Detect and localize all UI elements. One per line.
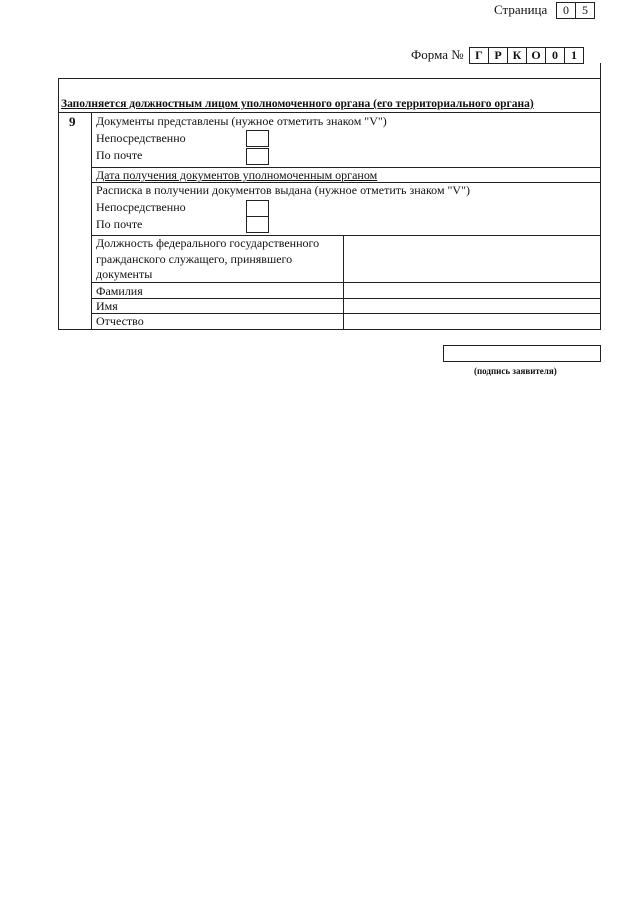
form-label: Форма № (411, 47, 464, 62)
title-bottom-border (58, 112, 601, 113)
date-received-label: Дата получения документов уполномоченным органом (96, 168, 378, 182)
table-left-border (58, 78, 59, 329)
by-mail-label: По почте (96, 148, 143, 162)
table-top-border (58, 78, 601, 79)
submitted-by-mail-checkbox[interactable] (246, 148, 269, 165)
page-digit-2: 5 (576, 3, 595, 18)
table-right-border (600, 78, 601, 329)
receipt-by-mail-checkbox[interactable] (246, 216, 269, 233)
first-name-label: Имя (96, 299, 118, 313)
by-mail-label-2: По почте (96, 217, 143, 231)
form-code-cell-6: 1 (565, 48, 584, 63)
table-bottom-border (58, 329, 601, 330)
number-column-divider (91, 112, 92, 329)
applicant-signature-box[interactable] (443, 345, 601, 362)
page-digit-1: 0 (557, 3, 576, 18)
submitted-directly-checkbox[interactable] (246, 130, 269, 147)
page-label: Страница (494, 2, 548, 17)
section-number: 9 (69, 114, 76, 129)
official-position-label: Должность федерального государственного гражданского служащего, принявшего документы (96, 236, 320, 281)
form-code-cell-2: Р (489, 48, 508, 63)
patronymic-field[interactable] (344, 314, 599, 329)
surname-field[interactable] (344, 283, 599, 298)
directly-label: Непосредственно (96, 131, 186, 145)
page-number-cells (556, 2, 595, 19)
form-code-cell-4: О (527, 48, 546, 63)
form-code-cell-5: 0 (546, 48, 565, 63)
first-name-field[interactable] (344, 299, 599, 313)
applicant-signature-label: (подпись заявителя) (474, 366, 557, 376)
directly-label-2: Непосредственно (96, 200, 186, 214)
section-title: Заполняется должностным лицом уполномоченного органа (его территориального органа) (61, 98, 534, 110)
surname-label: Фамилия (96, 284, 143, 298)
official-position-field[interactable] (344, 236, 599, 282)
form-code-cell-1: Г (470, 48, 489, 63)
form-code-cells (469, 47, 584, 64)
form-code-cell-3: К (508, 48, 527, 63)
patronymic-label: Отчество (96, 314, 144, 328)
receipt-issued-label: Расписка в получении документов выдана (нужное отметить знаком "V") (96, 183, 470, 197)
documents-submitted-label: Документы представлены (нужное отметить знаком "V") (96, 114, 387, 128)
header-tick (600, 63, 601, 78)
receipt-directly-checkbox[interactable] (246, 200, 269, 217)
